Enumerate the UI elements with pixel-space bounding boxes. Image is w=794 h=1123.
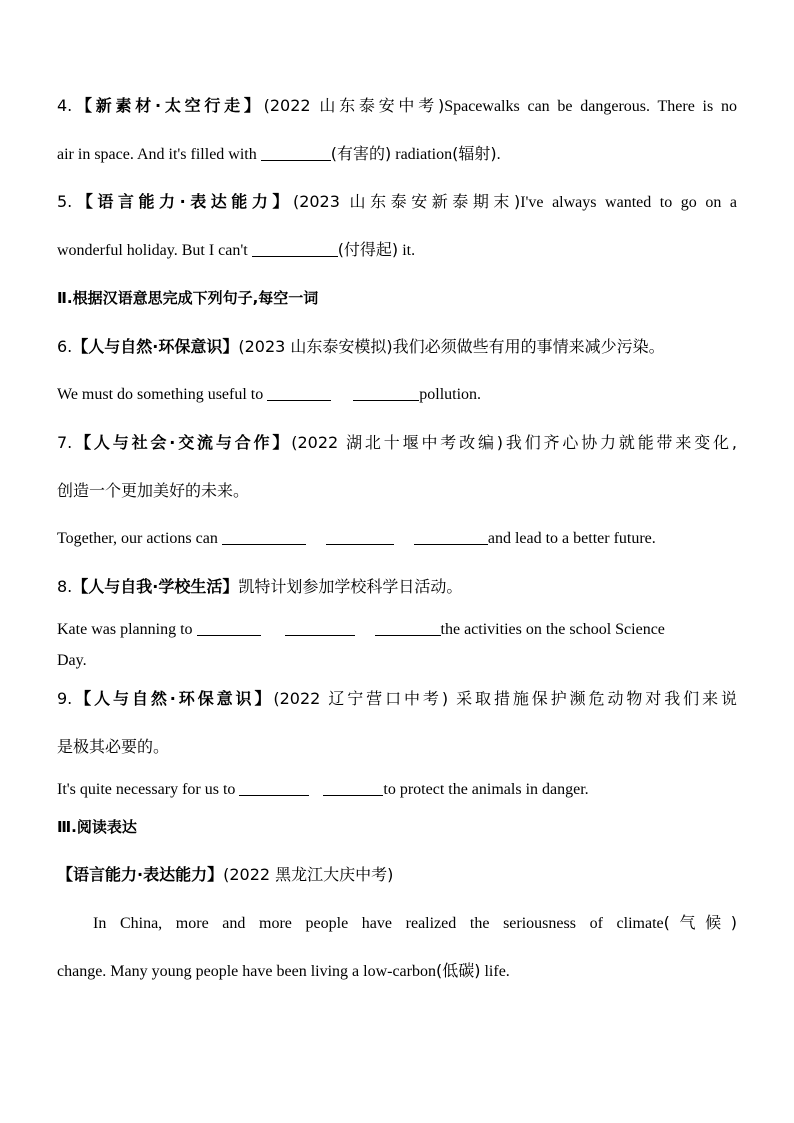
question-source: (2023 山东泰安新泰期末): [292, 192, 521, 211]
question-text: pollution.: [419, 386, 482, 403]
question-text: Day.: [57, 652, 87, 669]
question-text: Together, our actions can: [57, 530, 222, 547]
question-source: (2022 山东泰安中考): [263, 96, 445, 115]
question-source: (2022 辽宁营口中考): [273, 689, 449, 708]
question-text: and lead to a better future.: [487, 530, 656, 547]
question-tag: 【人与自然·环保意识】: [72, 337, 239, 356]
q9-line2: [57, 737, 737, 758]
section-title: Ⅱ.根据汉语意思完成下列句子,每空一词: [57, 289, 319, 307]
question-tag: 【语言能力·表达能力】: [57, 865, 224, 884]
answer-blank[interactable]: [252, 240, 338, 257]
q8-line2: [57, 619, 737, 640]
answer-blank[interactable]: [323, 779, 383, 796]
question-number: 7.: [57, 433, 73, 452]
q5-line1: [57, 192, 737, 213]
q8-line3: [57, 651, 737, 671]
question-number: 6.: [57, 337, 73, 356]
question-text: I've always wanted to go on a: [520, 194, 737, 211]
question-text: Spacewalks can be dangerous. There is no: [444, 98, 737, 115]
q6-line1: [57, 337, 737, 358]
question-number: 5.: [57, 192, 73, 211]
question-text: to protect the animals in danger.: [383, 781, 589, 798]
reading-line2: [57, 961, 737, 982]
question-text: air in space. And it's filled with: [57, 146, 261, 163]
answer-blank[interactable]: [285, 619, 355, 636]
chinese-sentence: 凯特计划参加学校科学日活动。: [238, 577, 463, 596]
question-source: (2022 湖北十堰中考改编): [291, 433, 504, 452]
question-source: (2023 山东泰安模拟): [238, 337, 393, 356]
question-text: wonderful holiday. But I can't: [57, 242, 252, 259]
question-tag: 【人与社会·交流与合作】: [72, 433, 292, 452]
question-text: it.: [398, 242, 416, 259]
section-heading: [57, 288, 737, 309]
question-text: the activities on the school Science: [440, 621, 665, 638]
question-text: We must do something useful to: [57, 386, 268, 403]
chinese-hint: (辐射): [452, 144, 497, 163]
answer-blank[interactable]: [222, 528, 306, 545]
question-number: 4.: [57, 96, 73, 115]
question-tag: 【语言能力·表达能力】: [72, 192, 293, 211]
answer-blank[interactable]: [197, 619, 261, 636]
answer-blank[interactable]: [261, 144, 331, 161]
passage-text: change. Many young people have been living a low-carbon: [57, 963, 436, 980]
question-tag: 【人与自然·环保意识】: [72, 689, 274, 708]
answer-blank[interactable]: [267, 384, 331, 401]
question-source: (2022 黑龙江大庆中考): [223, 865, 394, 884]
chinese-sentence: 采取措施保护濒危动物对我们来说: [448, 689, 737, 708]
question-tag: 【新素材·太空行走】: [72, 96, 264, 115]
answer-blank[interactable]: [353, 384, 419, 401]
answer-blank[interactable]: [326, 528, 394, 545]
answer-blank[interactable]: [239, 779, 309, 796]
answer-blank[interactable]: [375, 619, 441, 636]
question-text: .: [496, 146, 501, 163]
question-text: radiation: [391, 146, 453, 163]
chinese-hint: (有害的): [330, 144, 392, 163]
q7-line2: [57, 481, 737, 502]
question-text: Kate was planning to: [57, 621, 197, 638]
q8-line1: [57, 577, 737, 598]
chinese-sentence: 我们齐心协力就能带来变化,: [503, 433, 737, 452]
question-tag: 【人与自我·学校生活】: [72, 577, 239, 596]
q6-line2: [57, 384, 737, 405]
chinese-hint: (付得起): [337, 240, 399, 259]
answer-blank[interactable]: [414, 528, 488, 545]
question-number: 8.: [57, 577, 73, 596]
q4-line1: [57, 96, 737, 117]
passage-text: life.: [480, 963, 510, 980]
question-text: It's quite necessary for us to: [57, 781, 240, 798]
q5-line2: [57, 240, 737, 261]
q7-line3: [57, 528, 737, 549]
chinese-hint: (低碳): [435, 961, 481, 980]
section-heading: [57, 817, 737, 838]
chinese-hint: (气候): [663, 913, 737, 932]
chinese-sentence: 我们必须做些有用的事情来减少污染。: [392, 337, 665, 356]
question-number: 9.: [57, 689, 73, 708]
q9-line3: [57, 779, 737, 800]
section-title: Ⅲ.阅读表达: [57, 818, 137, 836]
reading-header: [57, 865, 737, 886]
q7-line1: [57, 433, 737, 454]
chinese-sentence: 创造一个更加美好的未来。: [57, 481, 250, 500]
passage-text: In China, more and more people have realized the seriousness of climate: [93, 915, 664, 932]
q4-line2: [57, 144, 737, 165]
chinese-sentence: 是极其必要的。: [57, 737, 170, 756]
reading-line1: [57, 913, 737, 934]
q9-line1: [57, 689, 737, 710]
